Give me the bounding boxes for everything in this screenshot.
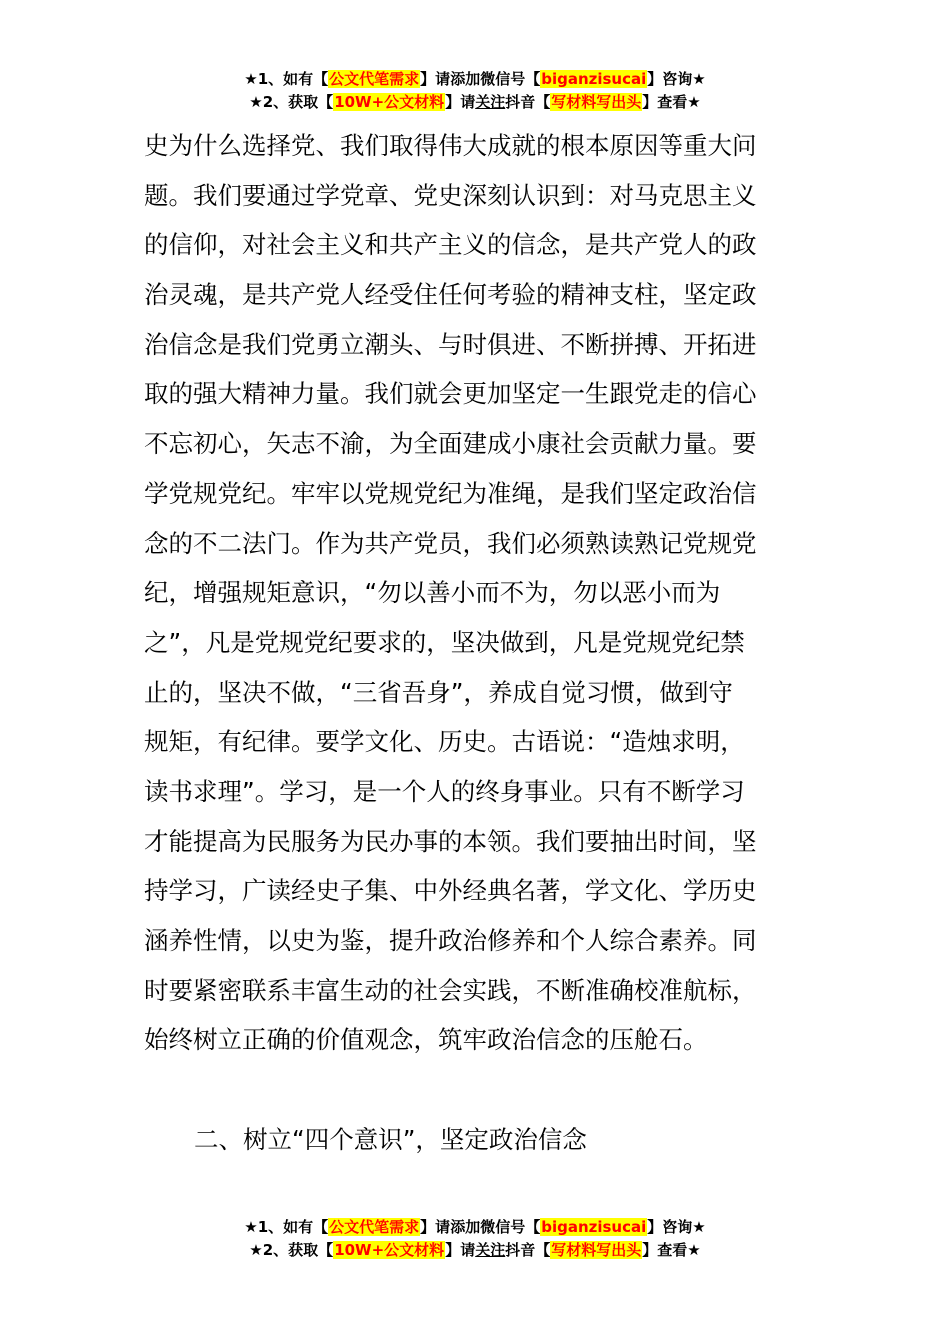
notice-highlight: 10W+公文材料	[334, 1241, 445, 1259]
body-line: 之”，凡是党规党纪要求的，坚决做到，凡是党规党纪禁	[144, 627, 745, 657]
notice-wechat-id: biganzisucai	[541, 1218, 647, 1236]
body-line: 不忘初心，矢志不渝，为全面建成小康社会贡献力量。要	[144, 429, 757, 459]
notice-douyin-id: 写材料写出头	[551, 1241, 642, 1259]
notice-line-2	[0, 1239, 950, 1262]
notice-emphasis: 关注	[475, 93, 506, 111]
notice-line-1	[0, 68, 950, 91]
section-heading: 二、树立“四个意识”，坚定政治信念	[194, 1125, 587, 1154]
body-line: 念的不二法门。作为共产党员，我们必须熟读熟记党规党	[144, 528, 757, 558]
notice-highlight: 公文代笔需求	[329, 70, 420, 88]
notice-line-1	[0, 1216, 950, 1239]
notice-douyin-id: 写材料写出头	[551, 93, 642, 111]
body-line: 的信仰，对社会主义和共产主义的信念，是共产党人的政	[144, 230, 757, 260]
body-line: 时要紧密联系丰富生动的社会实践，不断准确校准航标，	[144, 975, 757, 1005]
notice-emphasis: 关注	[475, 1241, 506, 1259]
notice-text: 】请	[445, 1241, 476, 1259]
body-line: 始终树立正确的价值观念，筑牢政治信念的压舱石。	[144, 1025, 708, 1055]
notice-highlight: 公文代笔需求	[329, 1218, 420, 1236]
notice-text: 】查看★	[642, 1241, 701, 1259]
body-line: 治信念是我们党勇立潮头、与时俱进、不断拼搏、开拓进	[144, 329, 757, 359]
notice-text: 】请	[420, 1218, 451, 1236]
notice-wechat-id: biganzisucai	[541, 70, 647, 88]
footer-notice	[0, 1216, 950, 1262]
notice-emphasis: 添加	[450, 70, 481, 88]
notice-text: ★1、如有【	[244, 70, 329, 88]
body-line: 读书求理”。学习，是一个人的终身事业。只有不断学习	[144, 776, 745, 806]
notice-text: 】请	[420, 70, 451, 88]
body-line: 史为什么选择党、我们取得伟大成就的根本原因等重大问	[144, 131, 757, 160]
notice-text: 】咨询★	[647, 1218, 706, 1236]
body-line: 规矩，有纪律。要学文化、历史。古语说：“造烛求明，	[144, 727, 745, 757]
notice-text: ★1、如有【	[244, 1218, 329, 1236]
notice-highlight: 10W+公文材料	[334, 93, 445, 111]
body-line: 止的，坚决不做，“三省吾身”，养成自觉习惯，做到守	[144, 677, 733, 707]
notice-line-2	[0, 91, 950, 114]
body-line: 学党规党纪。牢牢以党规党纪为准绳，是我们坚定政治信	[144, 478, 757, 508]
body-line: 才能提高为民服务为民办事的本领。我们要抽出时间，坚	[144, 826, 757, 856]
notice-text: ★2、获取【	[249, 93, 334, 111]
notice-text: 】咨询★	[647, 70, 706, 88]
notice-emphasis: 添加	[450, 1218, 481, 1236]
header-notice	[0, 68, 950, 114]
body-line: 题。我们要通过学党章、党史深刻认识到：对马克思主义	[144, 180, 757, 210]
body-line: 持学习，广读经史子集、中外经典名著，学文化、学历史	[144, 876, 757, 906]
notice-text: 微信号【	[480, 70, 541, 88]
notice-text: 】查看★	[642, 93, 701, 111]
notice-text: 抖音【	[505, 1241, 551, 1259]
notice-text: 抖音【	[505, 93, 551, 111]
notice-text: 】请	[445, 93, 476, 111]
body-line: 治灵魂，是共产党人经受住任何考验的精神支柱，坚定政	[144, 280, 757, 310]
body-line: 涵养性情，以史为鉴，提升政治修养和个人综合素养。同	[144, 926, 757, 955]
body-line: 纪，增强规矩意识，“勿以善小而不为，勿以恶小而为	[144, 578, 721, 608]
notice-text: ★2、获取【	[249, 1241, 334, 1259]
notice-text: 微信号【	[480, 1218, 541, 1236]
body-line: 取的强大精神力量。我们就会更加坚定一生跟党走的信心	[144, 379, 757, 409]
body-paragraph	[144, 121, 814, 1065]
